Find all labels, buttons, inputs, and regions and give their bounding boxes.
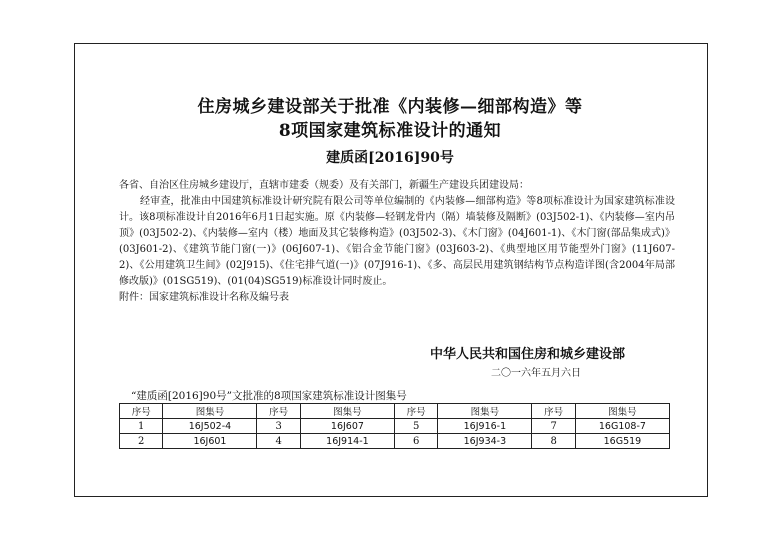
cell-no: 5 <box>394 419 437 434</box>
cell-no: 1 <box>120 419 163 434</box>
header-no: 序号 <box>257 404 300 419</box>
cell-code: 16J916-1 <box>438 419 532 434</box>
body-paragraph: 经审查，批准由中国建筑标准设计研究院有限公司等单位编制的《内装修—细部构造》等8项标准设计为国家建筑标准设计。该8项标准设计自2016年6月1日起实施。原《内装修—轻钢龙骨内（隔）墙装修及隔断》(03J502-1)、《内装修—室内吊顶》(03J502-2)、《内装修—室内（楼）地面及其它装修构造》(03J502-3)、《木门窗》(04J601-1)、《木门窗(部品集成式)》(03J601-2)、《建筑节能门窗(一)》(06J607-1)、《铝合金节能门窗》(03J603-2)、《典型地区用节能型外门窗》(11J607-2)、《公用建筑卫生间》(02J915)、《住宅排气道(一)》(07J916-1)、《多、高层民用建筑钢结构节点构造详图(含2004年局部修改版)》(01SG519)、(01(04)SG519)标准设计同时废止。 <box>119 196 675 287</box>
notice-title-line2: 8项国家建筑标准设计的通知 <box>278 121 502 141</box>
cell-code: 16J934-3 <box>438 434 532 449</box>
notice-body <box>119 178 675 306</box>
cell-no: 7 <box>532 419 575 434</box>
cell-code: 16J914-1 <box>300 434 394 449</box>
table-row <box>120 434 670 449</box>
cell-no: 2 <box>120 434 163 449</box>
document-number: 建质函[2016]90号 <box>326 150 454 166</box>
cell-no: 4 <box>257 434 300 449</box>
catalog-table <box>119 403 670 449</box>
header-code: 图集号 <box>438 404 532 419</box>
table-row <box>120 419 670 434</box>
salutation: 各省、自治区住房城乡建设厅，直辖市建委（规委）及有关部门，新疆生产建设兵团建设局： <box>119 180 529 191</box>
cell-no: 6 <box>394 434 437 449</box>
issuing-organization: 中华人民共和国住房和城乡建设部 <box>430 347 626 362</box>
cell-no: 8 <box>532 434 575 449</box>
notice-title-line1: 住房城乡建设部关于批准《内装修—细部构造》等 <box>197 97 583 117</box>
issue-date: 二〇一六年五月六日 <box>491 368 581 379</box>
catalog-table-title: “建质函[2016]90号”文批准的8项国家建筑标准设计图集号 <box>131 390 407 402</box>
header-code: 图集号 <box>300 404 394 419</box>
header-no: 序号 <box>532 404 575 419</box>
cell-no: 3 <box>257 419 300 434</box>
cell-code: 16J601 <box>163 434 257 449</box>
attachment-line: 附件：国家建筑标准设计名称及编号表 <box>119 292 289 303</box>
header-code: 图集号 <box>575 404 669 419</box>
header-no: 序号 <box>394 404 437 419</box>
cell-code: 16G519 <box>575 434 669 449</box>
cell-code: 16J502-4 <box>163 419 257 434</box>
table-header-row <box>120 404 670 419</box>
header-no: 序号 <box>120 404 163 419</box>
cell-code: 16J607 <box>300 419 394 434</box>
header-code: 图集号 <box>163 404 257 419</box>
cell-code: 16G108-7 <box>575 419 669 434</box>
